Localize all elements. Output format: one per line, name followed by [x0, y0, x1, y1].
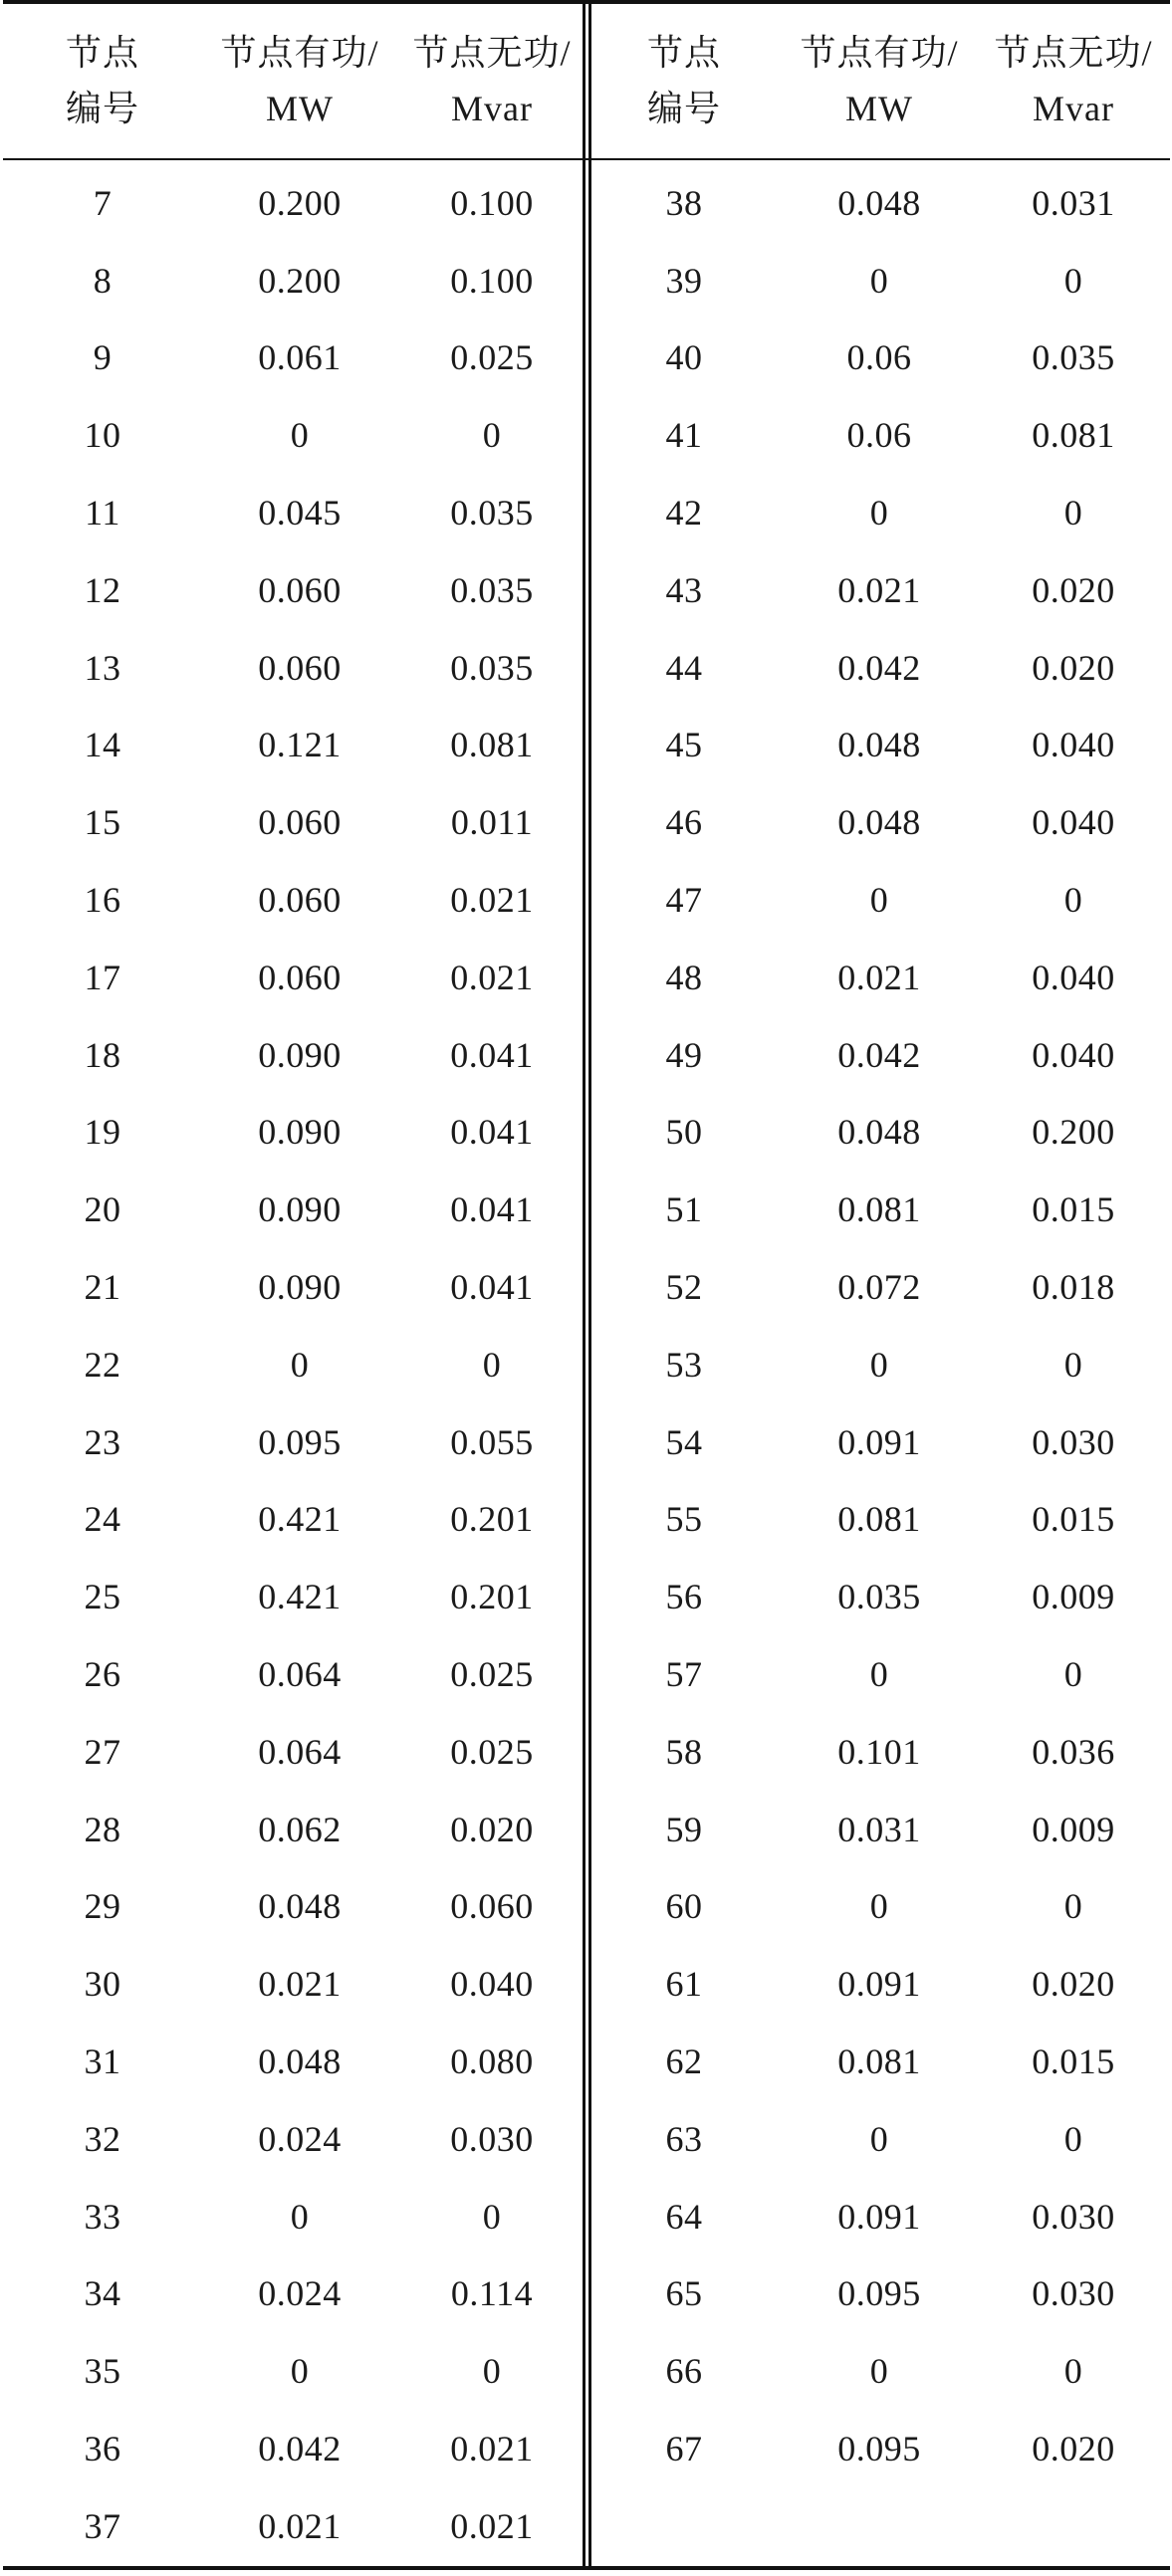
cell-left-active-power: 0.048 — [258, 1886, 342, 1927]
table-row — [3, 707, 1170, 784]
cell-right-node: 39 — [665, 260, 703, 301]
cell-right-active-power: 0.101 — [837, 1731, 921, 1772]
table-row — [3, 783, 1170, 861]
header-right-reactive-power: 节点无功/ Mvar — [994, 32, 1153, 128]
cell-left-active-power: 0 — [290, 2351, 310, 2392]
cell-right-active-power: 0 — [869, 493, 889, 534]
cell-right-node: 56 — [665, 1577, 703, 1617]
cell-left-reactive-power: 0.201 — [450, 1499, 534, 1540]
cell-right-reactive-power: 0 — [1063, 2351, 1083, 2392]
cell-right-node: 63 — [665, 2118, 703, 2159]
cell-left-node: 13 — [84, 647, 121, 688]
cell-right-reactive-power: 0.030 — [1032, 1421, 1115, 1462]
cell-right-node: 62 — [665, 2041, 703, 2082]
cell-right-node: 67 — [665, 2429, 703, 2469]
cell-right-node — [586, 2487, 782, 2565]
cell-right-reactive-power: 0.020 — [1032, 2429, 1115, 2469]
table-row — [3, 158, 1170, 242]
cell-left-active-power: 0.121 — [258, 725, 342, 765]
cell-left-node: 30 — [84, 1964, 121, 2005]
cell-left-reactive-power: 0.080 — [450, 2041, 534, 2082]
cell-right-reactive-power: 0 — [1063, 2118, 1083, 2159]
cell-left-reactive-power: 0 — [482, 2351, 502, 2392]
cell-right-reactive-power: 0.031 — [1032, 182, 1115, 223]
cell-right-reactive-power: 0.020 — [1032, 1964, 1115, 2005]
cell-left-reactive-power: 0.035 — [450, 569, 534, 610]
header-left-active-power: 节点有功/ MW — [220, 32, 379, 128]
cell-left-active-power: 0.421 — [258, 1577, 342, 1617]
cell-left-node: 23 — [84, 1421, 121, 1462]
cell-right-reactive-power: 0.030 — [1032, 2273, 1115, 2314]
table-row — [3, 2023, 1170, 2100]
cell-right-node: 57 — [665, 1654, 703, 1695]
header-right-active-power: 节点有功/ MW — [800, 32, 959, 128]
cell-right-reactive-power: 0.040 — [1032, 802, 1115, 843]
cell-right-reactive-power: 0.030 — [1032, 2196, 1115, 2237]
table-row — [3, 1713, 1170, 1791]
cell-left-reactive-power: 0 — [482, 415, 502, 456]
cell-right-active-power: 0.048 — [837, 182, 921, 223]
header-row — [3, 2, 1170, 158]
cell-left-node: 15 — [84, 802, 121, 843]
cell-left-reactive-power: 0 — [482, 1344, 502, 1385]
table-row — [3, 861, 1170, 939]
cell-right-node: 59 — [665, 1809, 703, 1849]
cell-left-node: 22 — [84, 1344, 121, 1385]
cell-right-active-power: 0.048 — [837, 802, 921, 843]
cell-right-active-power: 0.091 — [837, 1421, 921, 1462]
table-row — [3, 1016, 1170, 1094]
table-row — [3, 1481, 1170, 1559]
cell-right-reactive-power: 0.018 — [1032, 1267, 1115, 1308]
cell-left-active-power: 0.021 — [258, 1964, 342, 2005]
cell-left-node: 35 — [84, 2351, 121, 2392]
table-row — [3, 1248, 1170, 1326]
cell-right-reactive-power: 0.009 — [1032, 1577, 1115, 1617]
cell-left-reactive-power: 0.025 — [450, 1731, 534, 1772]
table-row — [3, 629, 1170, 707]
cell-right-node: 49 — [665, 1034, 703, 1075]
cell-right-active-power: 0.081 — [837, 1189, 921, 1230]
cell-right-node: 61 — [665, 1964, 703, 2005]
cell-left-reactive-power: 0.041 — [450, 1112, 534, 1153]
cell-right-active-power: 0.081 — [837, 1499, 921, 1540]
cell-right-reactive-power: 0 — [1063, 493, 1083, 534]
cell-right-node: 52 — [665, 1267, 703, 1308]
table-body — [3, 158, 1170, 2565]
cell-left-node: 14 — [84, 725, 121, 765]
cell-right-reactive-power: 0.040 — [1032, 957, 1115, 997]
cell-right-active-power: 0.042 — [837, 647, 921, 688]
table-row — [3, 396, 1170, 474]
cell-right-active-power: 0.091 — [837, 1964, 921, 2005]
cell-left-active-power: 0.060 — [258, 802, 342, 843]
cell-right-active-power: 0.048 — [837, 725, 921, 765]
header-left-node: 节点 编号 — [65, 32, 139, 128]
cell-right-node: 65 — [665, 2273, 703, 2314]
cell-left-reactive-power: 0.201 — [450, 1577, 534, 1617]
cell-right-active-power: 0.081 — [837, 2041, 921, 2082]
cell-left-active-power: 0.060 — [258, 880, 342, 921]
table-row — [3, 1868, 1170, 1946]
header-right-node: 节点 编号 — [646, 32, 721, 128]
cell-right-reactive-power: 0 — [1063, 1886, 1083, 1927]
cell-left-active-power: 0.090 — [258, 1189, 342, 1230]
cell-right-active-power: 0.021 — [837, 957, 921, 997]
cell-right-reactive-power: 0.200 — [1032, 1112, 1115, 1153]
table-row — [3, 1945, 1170, 2023]
cell-right-active-power: 0.091 — [837, 2196, 921, 2237]
cell-right-active-power: 0 — [869, 260, 889, 301]
table-row — [3, 2410, 1170, 2487]
cell-right-active-power: 0 — [869, 1344, 889, 1385]
cell-right-active-power: 0.035 — [837, 1577, 921, 1617]
cell-right-reactive-power: 0.020 — [1032, 569, 1115, 610]
cell-left-node: 21 — [84, 1267, 121, 1308]
cell-left-node: 24 — [84, 1499, 121, 1540]
cell-right-active-power: 0.06 — [846, 337, 912, 378]
cell-left-active-power: 0.200 — [258, 260, 342, 301]
cell-right-reactive-power: 0.015 — [1032, 1499, 1115, 1540]
cell-left-reactive-power: 0.041 — [450, 1189, 534, 1230]
cell-left-node: 37 — [84, 2505, 121, 2546]
cell-right-node: 60 — [665, 1886, 703, 1927]
cell-left-reactive-power: 0.021 — [450, 880, 534, 921]
cell-left-node: 20 — [84, 1189, 121, 1230]
cell-left-active-power: 0.048 — [258, 2041, 342, 2082]
cell-right-active-power: 0.048 — [837, 1112, 921, 1153]
cell-right-reactive-power: 0.009 — [1032, 1809, 1115, 1849]
cell-right-active-power: 0.06 — [846, 415, 912, 456]
cell-left-active-power: 0.090 — [258, 1267, 342, 1308]
cell-left-node: 31 — [84, 2041, 121, 2082]
table-row — [3, 1171, 1170, 1248]
cell-left-active-power: 0.200 — [258, 182, 342, 223]
cell-left-node: 28 — [84, 1809, 121, 1849]
table-row — [3, 474, 1170, 551]
cell-left-reactive-power: 0.040 — [450, 1964, 534, 2005]
cell-left-node: 26 — [84, 1654, 121, 1695]
cell-right-node: 41 — [665, 415, 703, 456]
cell-left-node: 11 — [85, 493, 120, 534]
cell-left-active-power: 0.062 — [258, 1809, 342, 1849]
cell-right-reactive-power: 0.040 — [1032, 725, 1115, 765]
cell-left-reactive-power: 0.035 — [450, 493, 534, 534]
cell-right-active-power: 0 — [869, 1886, 889, 1927]
cell-left-node: 16 — [84, 880, 121, 921]
cell-left-node: 17 — [84, 957, 121, 997]
table-row — [3, 1558, 1170, 1635]
cell-left-node: 19 — [84, 1112, 121, 1153]
cell-right-node: 47 — [665, 880, 703, 921]
cell-left-active-power: 0.021 — [258, 2505, 342, 2546]
cell-right-node: 51 — [665, 1189, 703, 1230]
cell-left-reactive-power: 0.055 — [450, 1421, 534, 1462]
cell-right-active-power: 0 — [869, 1654, 889, 1695]
cell-right-active-power: 0.095 — [837, 2429, 921, 2469]
cell-left-reactive-power: 0.021 — [450, 2429, 534, 2469]
cell-left-active-power: 0.042 — [258, 2429, 342, 2469]
cell-left-reactive-power: 0.021 — [450, 2505, 534, 2546]
cell-right-active-power: 0 — [869, 2118, 889, 2159]
cell-left-reactive-power: 0.100 — [450, 260, 534, 301]
cell-left-active-power: 0.024 — [258, 2118, 342, 2159]
cell-right-reactive-power: 0 — [1063, 1654, 1083, 1695]
table-row — [3, 1326, 1170, 1403]
cell-right-reactive-power: 0.081 — [1032, 415, 1115, 456]
cell-right-node: 48 — [665, 957, 703, 997]
cell-left-node: 27 — [84, 1731, 121, 1772]
cell-right-node: 42 — [665, 493, 703, 534]
cell-right-reactive-power: 0.035 — [1032, 337, 1115, 378]
cell-left-node: 7 — [93, 182, 113, 223]
cell-right-active-power: 0 — [869, 2351, 889, 2392]
cell-right-node: 46 — [665, 802, 703, 843]
cell-left-node: 25 — [84, 1577, 121, 1617]
table-row — [3, 939, 1170, 1016]
cell-right-node: 58 — [665, 1731, 703, 1772]
cell-right-node: 40 — [665, 337, 703, 378]
cell-right-active-power: 0.031 — [837, 1809, 921, 1849]
cell-right-reactive-power: 0.020 — [1032, 647, 1115, 688]
cell-left-node: 8 — [93, 260, 113, 301]
cell-left-active-power: 0.060 — [258, 957, 342, 997]
cell-right-node: 38 — [665, 182, 703, 223]
cell-left-active-power: 0.060 — [258, 647, 342, 688]
cell-left-active-power: 0 — [290, 1344, 310, 1385]
cell-left-reactive-power: 0.021 — [450, 957, 534, 997]
node-load-table — [3, 2, 1170, 2565]
cell-left-active-power: 0.421 — [258, 1499, 342, 1540]
table-row — [3, 1403, 1170, 1481]
table-row — [3, 551, 1170, 629]
cell-left-node: 9 — [93, 337, 113, 378]
cell-right-node: 66 — [665, 2351, 703, 2392]
table-row — [3, 2332, 1170, 2410]
cell-left-active-power: 0.090 — [258, 1034, 342, 1075]
table-bottom-rule — [3, 2566, 1170, 2570]
cell-right-active-power — [782, 2487, 977, 2565]
cell-left-active-power: 0.064 — [258, 1654, 342, 1695]
cell-left-reactive-power: 0.011 — [450, 802, 534, 843]
cell-right-active-power: 0.021 — [837, 569, 921, 610]
cell-right-active-power: 0.042 — [837, 1034, 921, 1075]
cell-right-reactive-power: 0 — [1063, 260, 1083, 301]
cell-right-node: 44 — [665, 647, 703, 688]
cell-right-active-power: 0.095 — [837, 2273, 921, 2314]
cell-left-node: 18 — [84, 1034, 121, 1075]
table-row — [3, 2178, 1170, 2255]
table-row — [3, 2487, 1170, 2565]
cell-left-active-power: 0.064 — [258, 1731, 342, 1772]
table-row — [3, 1791, 1170, 1868]
cell-left-active-power: 0.095 — [258, 1421, 342, 1462]
cell-left-reactive-power: 0.081 — [450, 725, 534, 765]
cell-left-reactive-power: 0.020 — [450, 1809, 534, 1849]
cell-left-reactive-power: 0 — [482, 2196, 502, 2237]
cell-left-reactive-power: 0.041 — [450, 1034, 534, 1075]
cell-right-node: 55 — [665, 1499, 703, 1540]
cell-left-reactive-power: 0.100 — [450, 182, 534, 223]
table-header — [3, 2, 1170, 158]
table-row — [3, 242, 1170, 320]
cell-right-reactive-power: 0 — [1063, 880, 1083, 921]
header-left-reactive-power: 节点无功/ Mvar — [412, 32, 572, 128]
cell-right-node: 54 — [665, 1421, 703, 1462]
cell-right-reactive-power: 0 — [1063, 1344, 1083, 1385]
cell-right-reactive-power: 0.015 — [1032, 1189, 1115, 1230]
cell-left-reactive-power: 0.025 — [450, 337, 534, 378]
table-row — [3, 2100, 1170, 2178]
cell-left-node: 32 — [84, 2118, 121, 2159]
cell-left-active-power: 0.061 — [258, 337, 342, 378]
table-row — [3, 2255, 1170, 2333]
cell-right-node: 53 — [665, 1344, 703, 1385]
cell-left-active-power: 0 — [290, 415, 310, 456]
cell-right-reactive-power: 0.040 — [1032, 1034, 1115, 1075]
cell-left-reactive-power: 0.041 — [450, 1267, 534, 1308]
cell-left-node: 29 — [84, 1886, 121, 1927]
table-row — [3, 1094, 1170, 1172]
cell-right-reactive-power — [977, 2487, 1170, 2565]
cell-left-node: 34 — [84, 2273, 121, 2314]
cell-left-node: 10 — [84, 415, 121, 456]
cell-left-active-power: 0 — [290, 2196, 310, 2237]
cell-right-reactive-power: 0.015 — [1032, 2041, 1115, 2082]
table-row — [3, 1635, 1170, 1713]
cell-left-reactive-power: 0.025 — [450, 1654, 534, 1695]
cell-left-node: 36 — [84, 2429, 121, 2469]
cell-left-reactive-power: 0.114 — [450, 2273, 534, 2314]
cell-right-active-power: 0.072 — [837, 1267, 921, 1308]
cell-left-active-power: 0.045 — [258, 493, 342, 534]
cell-left-active-power: 0.060 — [258, 569, 342, 610]
cell-right-node: 45 — [665, 725, 703, 765]
cell-right-node: 50 — [665, 1112, 703, 1153]
cell-left-node: 12 — [84, 569, 121, 610]
cell-right-node: 64 — [665, 2196, 703, 2237]
cell-left-active-power: 0.090 — [258, 1112, 342, 1153]
cell-left-node: 33 — [84, 2196, 121, 2237]
cell-left-reactive-power: 0.035 — [450, 647, 534, 688]
cell-right-active-power: 0 — [869, 880, 889, 921]
cell-right-reactive-power: 0.036 — [1032, 1731, 1115, 1772]
cell-left-reactive-power: 0.060 — [450, 1886, 534, 1927]
cell-left-reactive-power: 0.030 — [450, 2118, 534, 2159]
cell-left-active-power: 0.024 — [258, 2273, 342, 2314]
cell-right-node: 43 — [665, 569, 703, 610]
table-row — [3, 320, 1170, 397]
